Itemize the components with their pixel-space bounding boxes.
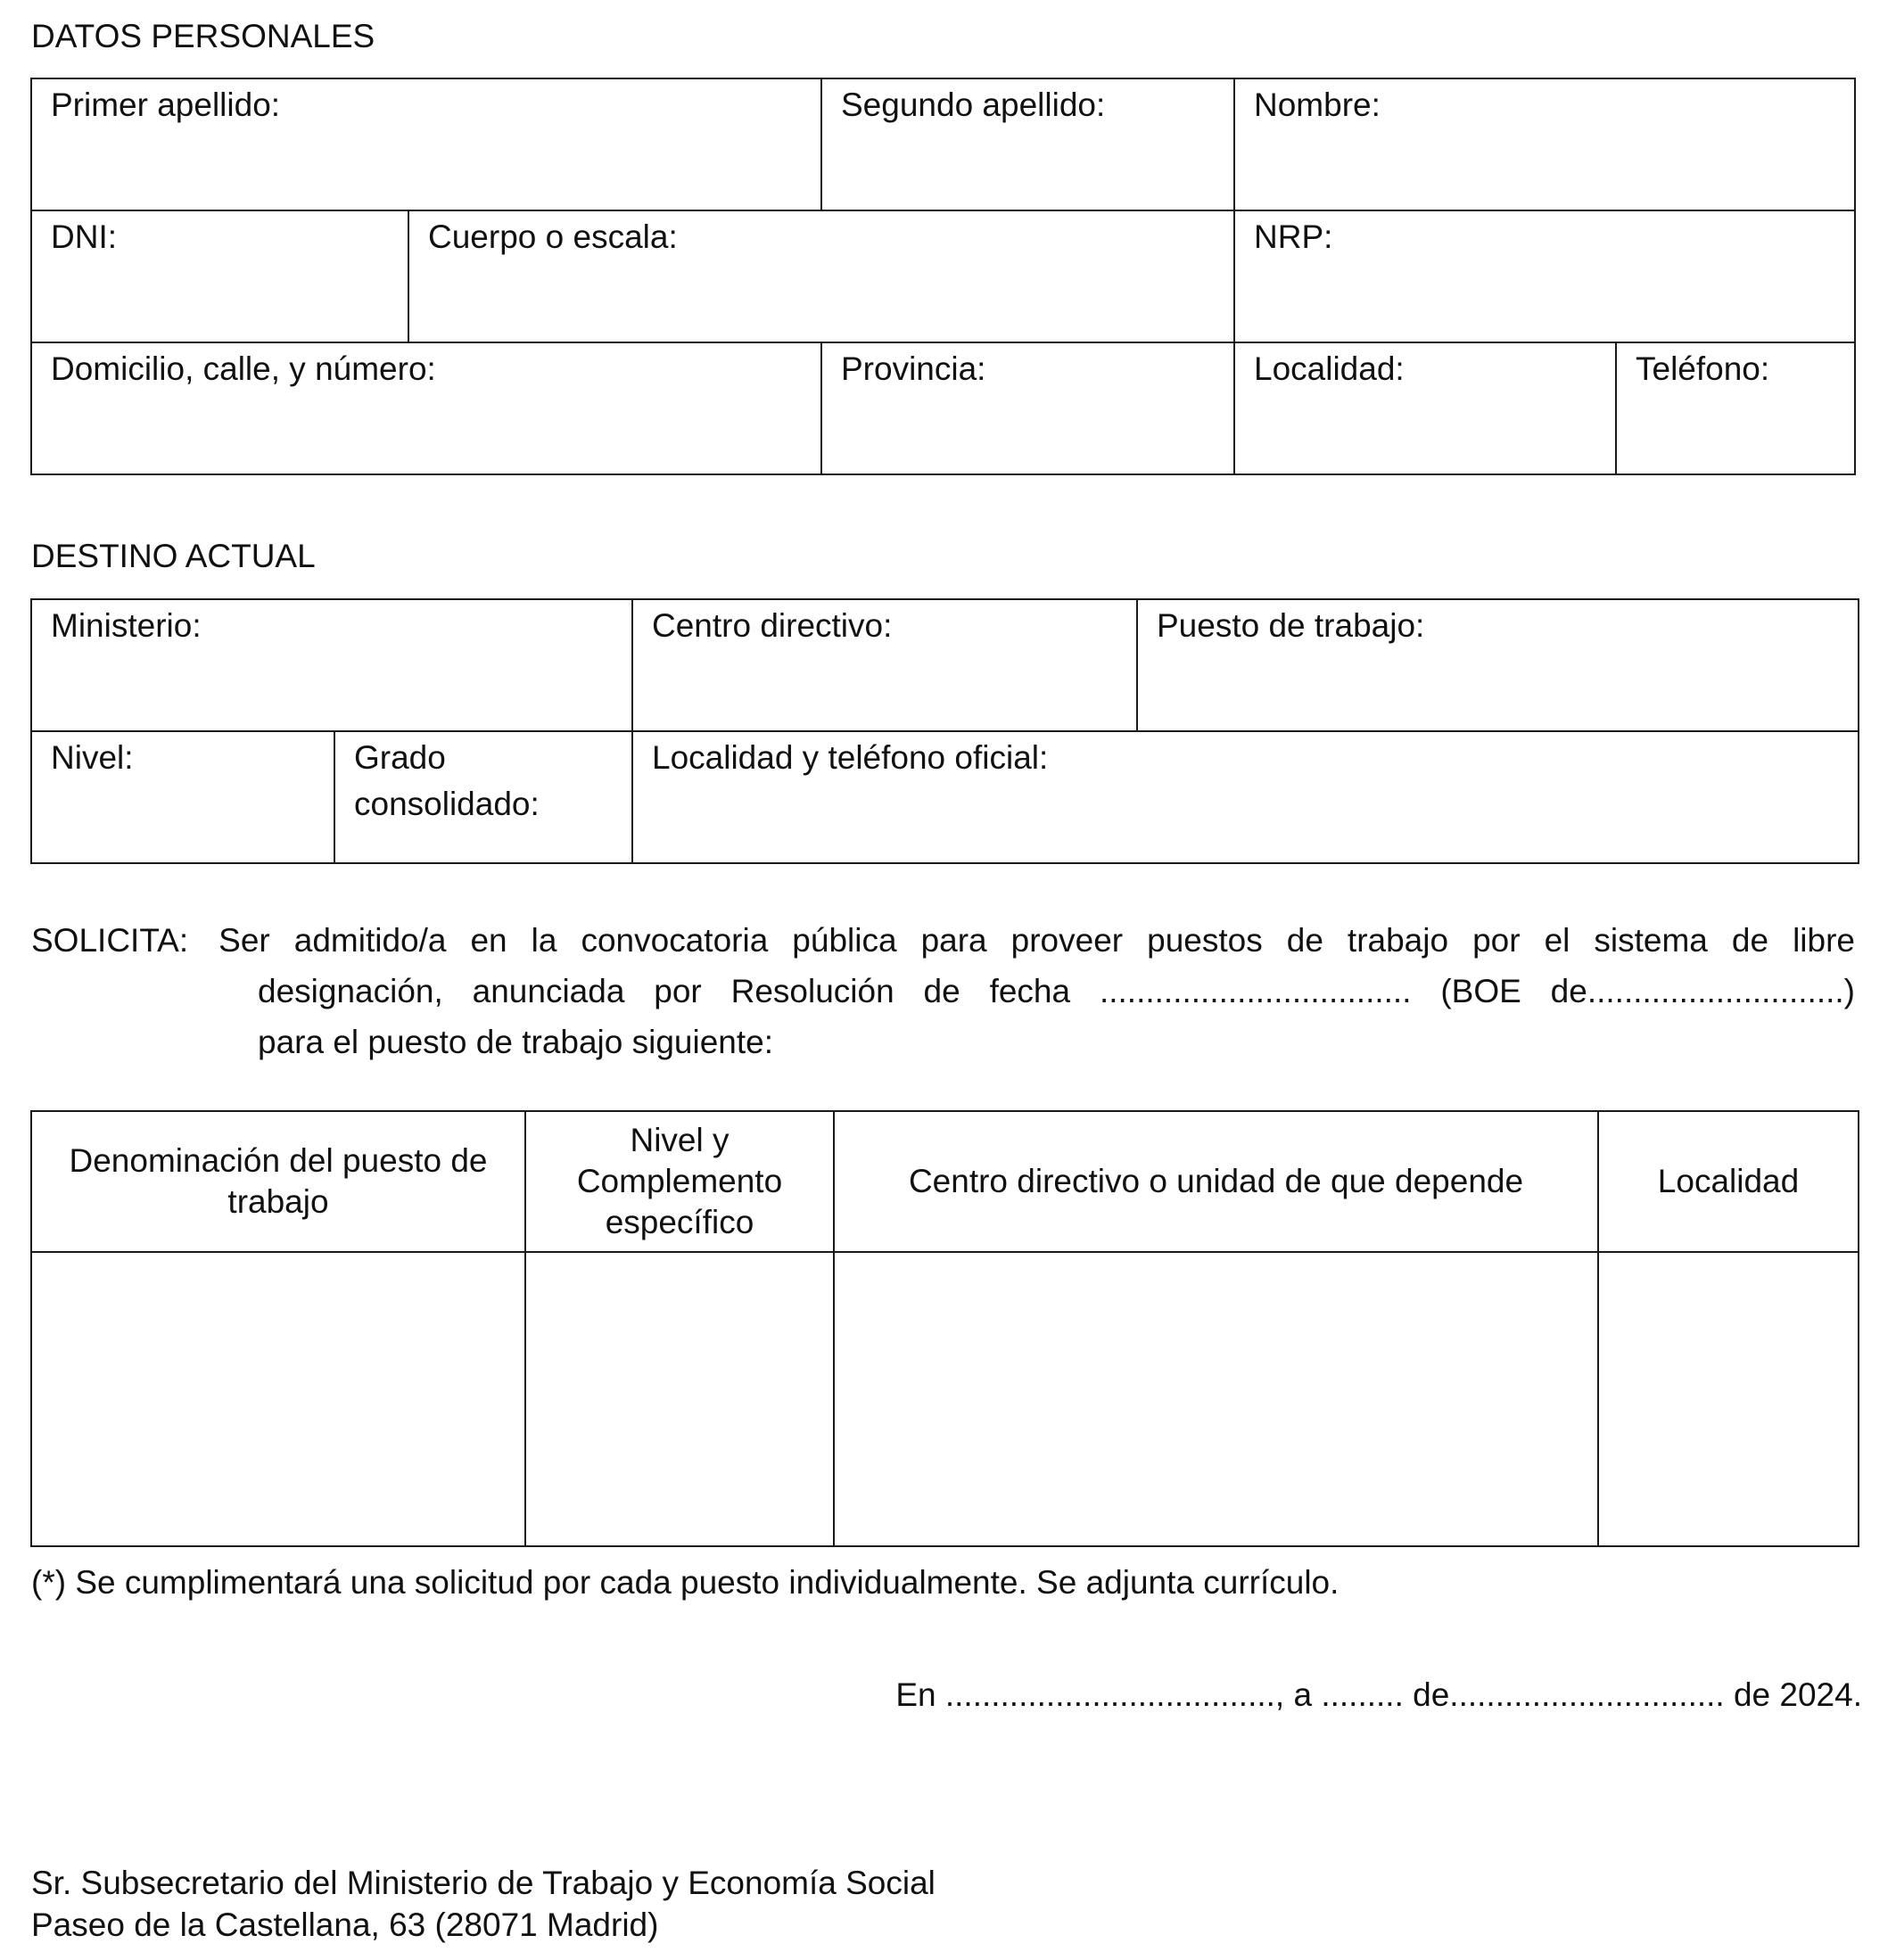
label-telefono: Teléfono: (1636, 350, 1770, 387)
header-localidad-line1: Localidad (1657, 1163, 1800, 1199)
puestos-table (30, 1110, 1859, 1547)
header-denominacion-line1: Denominación del puesto de (69, 1142, 488, 1179)
solicita-line2: designación, anunciada por Resolución de fecha .................................. (BOE de............................) (258, 973, 1855, 1010)
label-domicilio: Domicilio, calle, y número: (51, 350, 436, 387)
field-centro-directivo[interactable] (632, 599, 1137, 731)
label-grado-line2: consolidado: (354, 786, 540, 822)
solicita-line3: para el puesto de trabajo siguiente: (258, 1024, 774, 1061)
datos-personales-table-row3 (30, 342, 1856, 475)
solicita-paragraph (31, 920, 1855, 1063)
label-cuerpo-escala: Cuerpo o escala: (428, 218, 678, 255)
field-primer-apellido[interactable] (31, 78, 821, 210)
section-title-datos-personales: DATOS PERSONALES (31, 18, 375, 54)
field-dni[interactable] (31, 210, 408, 342)
label-grado-line1: Grado (354, 739, 446, 776)
field-ministerio[interactable] (31, 599, 632, 731)
field-nivel[interactable] (31, 731, 334, 863)
field-segundo-apellido[interactable] (821, 78, 1234, 210)
cell-centro-directivo[interactable] (834, 1252, 1598, 1546)
field-telefono[interactable] (1616, 342, 1855, 474)
label-primer-apellido: Primer apellido: (51, 86, 281, 123)
label-provincia: Provincia: (841, 350, 986, 387)
destino-actual-table-row1 (30, 598, 1859, 732)
destino-actual-table-row2 (30, 730, 1859, 864)
field-domicilio[interactable] (31, 342, 821, 474)
header-nivel-line1: Nivel y (630, 1122, 730, 1158)
label-segundo-apellido: Segundo apellido: (841, 86, 1106, 123)
label-nombre: Nombre: (1254, 86, 1381, 123)
label-localidad: Localidad: (1254, 350, 1405, 387)
section-title-destino-actual: DESTINO ACTUAL (31, 538, 316, 574)
table-row (31, 1252, 1859, 1546)
field-nombre[interactable] (1234, 78, 1855, 210)
solicita-line1: Ser admitido/a en la convocatoria pública para proveer puestos de trabajo por el sistema de libre (218, 922, 1855, 959)
cell-denominacion[interactable] (31, 1252, 525, 1546)
field-localidad[interactable] (1234, 342, 1616, 474)
column-header-localidad (1598, 1111, 1859, 1252)
solicita-label: SOLICITA: (31, 922, 189, 959)
label-nivel: Nivel: (51, 739, 134, 776)
datos-personales-table-row2 (30, 210, 1856, 343)
field-grado-consolidado[interactable] (334, 731, 632, 863)
address-line2: Paseo de la Castellana, 63 (28071 Madrid) (31, 1906, 659, 1943)
column-header-denominacion (31, 1111, 525, 1252)
datos-personales-table (30, 78, 1856, 211)
label-nrp: NRP: (1254, 218, 1333, 255)
cell-localidad[interactable] (1598, 1252, 1859, 1546)
field-localidad-telefono-oficial[interactable] (632, 731, 1859, 863)
label-centro-directivo: Centro directivo: (652, 607, 893, 644)
cell-nivel-complemento[interactable] (525, 1252, 834, 1546)
label-localidad-telefono-oficial: Localidad y teléfono oficial: (652, 739, 1049, 776)
label-puesto-trabajo: Puesto de trabajo: (1157, 607, 1425, 644)
header-nivel-line2: Complemento (576, 1163, 783, 1199)
addressee (31, 1862, 936, 1946)
footnote: (*) Se cumplimentará una solicitud por cada puesto individualmente. Se adjunta currículo. (31, 1564, 1340, 1601)
column-header-nivel-complemento (525, 1111, 834, 1252)
column-header-centro-directivo (834, 1111, 1598, 1252)
label-ministerio: Ministerio: (51, 607, 202, 644)
address-line1: Sr. Subsecretario del Ministerio de Trabajo y Economía Social (31, 1865, 936, 1901)
field-provincia[interactable] (821, 342, 1234, 474)
field-cuerpo-escala[interactable] (408, 210, 1234, 342)
header-nivel-line3: específico (605, 1204, 754, 1240)
field-nrp[interactable] (1234, 210, 1855, 342)
label-dni: DNI: (51, 218, 117, 255)
field-puesto-trabajo[interactable] (1137, 599, 1859, 731)
header-centro-line1: Centro directivo o unidad de que depende (908, 1163, 1524, 1199)
date-line: En ...................................., a ......... de.............................. de 2024. (895, 1676, 1862, 1713)
header-denominacion-line2: trabajo (227, 1183, 329, 1220)
